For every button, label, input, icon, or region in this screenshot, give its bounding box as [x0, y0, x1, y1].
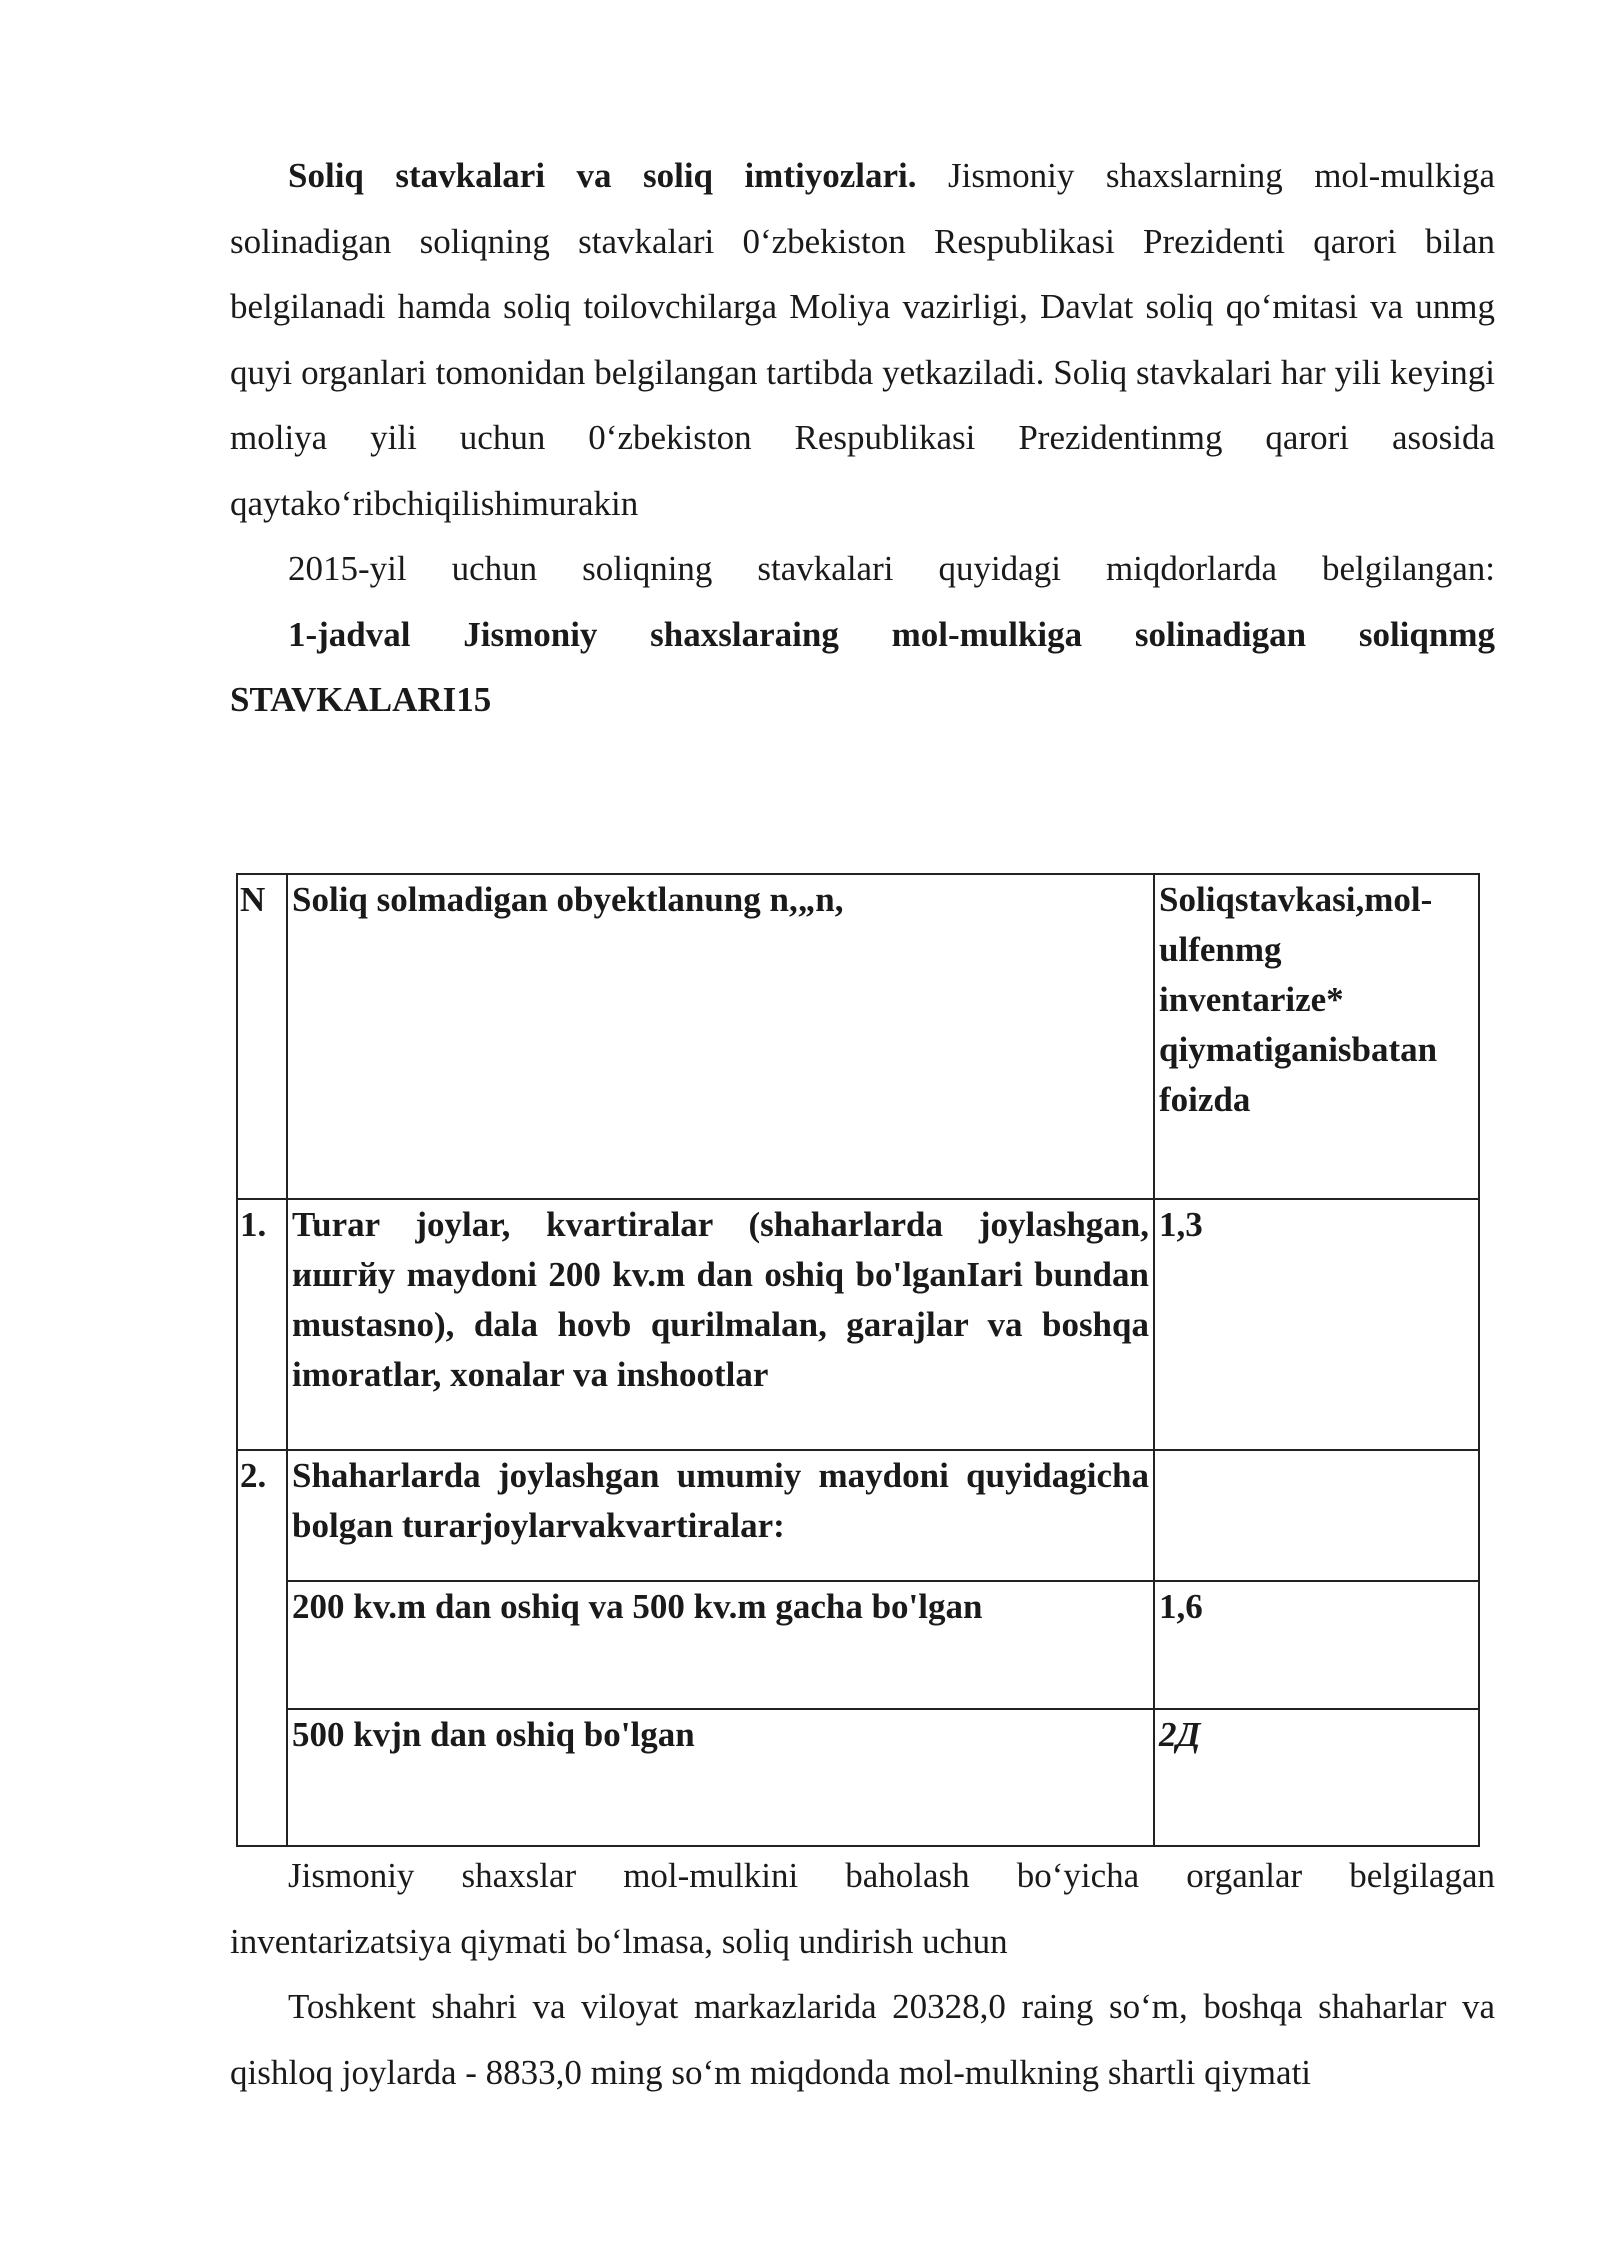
paragraph-2015-rates: 2015-yil uchun soliqning stavkalari quyidagi miqdorlarda belgilangan:: [288, 549, 1495, 588]
row-number: 1.: [237, 1199, 287, 1450]
row-object: 200 kv.m dan oshiq va 500 kv.m gacha bo'lgan: [287, 1581, 1154, 1709]
row-object: Turar joylar, kvartiralar (shaharlarda joylashgan, ишгйу maydoni 200 kv.m dan oshiq bo'lganIari bundan mustasno), dala hovb qurilmalan, garajlar va boshqa imoratlar, xonalar va inshootlar: [287, 1199, 1154, 1450]
paragraph-tax-rates: [230, 143, 1495, 536]
paragraph-text: Jismoniy shaxslarning mol-mulkiga solinadigan soliqning stavkalari 0‘zbekiston Respublikasi Prezidenti qarori bilan belgilanadi hamda soliq toilovchilarga Moliya vazirligi, Davlat soliq qo‘mitasi va unmg quyi organlari tomonidan belgilangan tartibda yetkaziladi. Soliq stavkalari har yili keyingi moliya yili uchun 0‘zbekiston Respublikasi Prezidentinmg qarori asosida qaytako‘ribchiqilishimurakin: [230, 156, 1496, 523]
tax-rates-table: [236, 873, 1480, 1847]
row-object: Shaharlarda joylashgan umumiy maydoni quyidagicha bolgan turarjoylarvakvartiralar:: [287, 1450, 1154, 1581]
paragraph-valuation: Jismoniy shaxslar mol-mulkini baholash bo‘yicha organlar belgilagan inventarizatsiya qiymati bo‘lmasa, soliq undirish uchun: [230, 1856, 1495, 1961]
row-rate: [1154, 1450, 1479, 1581]
table-subrow: [237, 1709, 1479, 1846]
row-rate: 2Д: [1154, 1709, 1479, 1846]
row-object: 500 kvjn dan oshiq bo'lgan: [287, 1709, 1154, 1846]
table-row: [237, 1450, 1479, 1581]
paragraph-conditional-value: Toshkent shahri va viloyat markazlarida 20328,0 raing so‘m, boshqa shaharlar va qishloq joylarda - 8833,0 ming so‘m miqdonda mol-mulkning shartli qiymati: [230, 1987, 1495, 2092]
table-subrow: [237, 1581, 1479, 1709]
header-object: Soliq solmadigan obyektlanung n,„n,: [287, 874, 1154, 1199]
table-row: [237, 1199, 1479, 1450]
table-caption: 1-jadval Jismoniy shaxslaraing mol-mulkiga solinadigan soliqnmg STAVKALARI15: [230, 614, 1495, 719]
section-heading: Soliq stavkalari va soliq imtiyozlari.: [288, 156, 917, 195]
table-header-row: [237, 874, 1479, 1199]
header-number: N: [237, 874, 287, 1199]
row-rate: 1,3: [1154, 1199, 1479, 1450]
row-rate: 1,6: [1154, 1581, 1479, 1709]
header-rate: Soliqstavkasi,mol-ulfenmg inventarize* qiymatiganisbatan foizda: [1154, 874, 1479, 1199]
intro-section: [230, 143, 1495, 733]
closing-section: [230, 1843, 1495, 2105]
row-number: 2.: [237, 1450, 287, 1846]
